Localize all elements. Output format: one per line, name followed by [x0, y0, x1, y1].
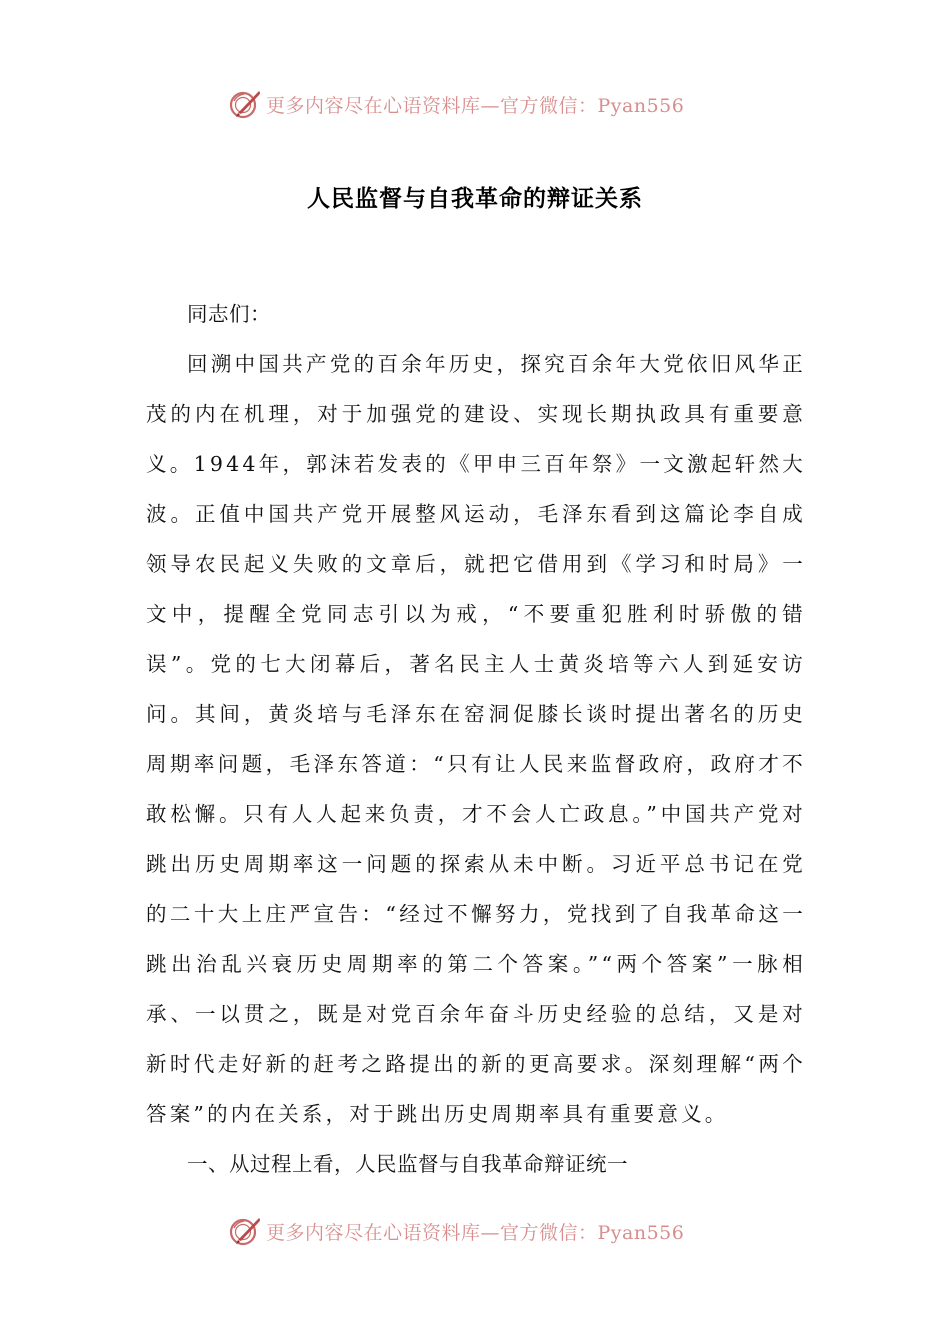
body-paragraph: 回溯中国共产党的百余年历史，探究百余年大党依旧风华正茂的内在机理，对于加强党的建设、实现长期执政具有重要意义。1944年，郭沫若发表的《甲申三百年祭》一文激起轩然大波。正值中国共产党开展整风运动，毛泽东看到这篇论李自成领导农民起义失败的文章后，就把它借用到《学习和时局》一文中，提醒全党同志引以为戒，“不要重犯胜利时骄傲的错误”。党的七大闭幕后，著名民主人士黄炎培等六人到延安访问。其间，黄炎培与毛泽东在窑洞促膝长谈时提出著名的历史周期率问题，毛泽东答道：“只有让人民来监督政府，政府才不敢松懈。只有人人起来负责，才不会人亡政息。”中国共产党对跳出历史周期率这一问题的探索从未中断。习近平总书记在党的二十大上庄严宣告：“经过不懈努力，党找到了自我革命这一跳出治乱兴衰历史周期率的第二个答案。”“两个答案”一脉相承、一以贯之，既是对党百余年奋斗历史经验的总结，又是对新时代走好新的赶考之路提出的新的更高要求。深刻理解“两个答案”的内在关系，对于跳出历史周期率具有重要意义。	[146, 352, 806, 1126]
quill-pen-seal-icon	[228, 1214, 262, 1248]
header-watermark	[228, 84, 684, 124]
footer-watermark	[228, 1211, 684, 1251]
quill-pen-seal-icon	[228, 87, 262, 121]
watermark-text: 更多内容尽在心语资料库—官方微信：Pyan556	[266, 94, 685, 117]
salutation: 同志们：	[187, 302, 271, 326]
document-title: 人民监督与自我革命的辩证关系	[307, 186, 643, 212]
watermark-text: 更多内容尽在心语资料库—官方微信：Pyan556	[266, 1221, 685, 1244]
section-heading: 一、从过程上看，人民监督与自我革命辩证统一	[187, 1152, 628, 1176]
document-body	[146, 289, 806, 1189]
